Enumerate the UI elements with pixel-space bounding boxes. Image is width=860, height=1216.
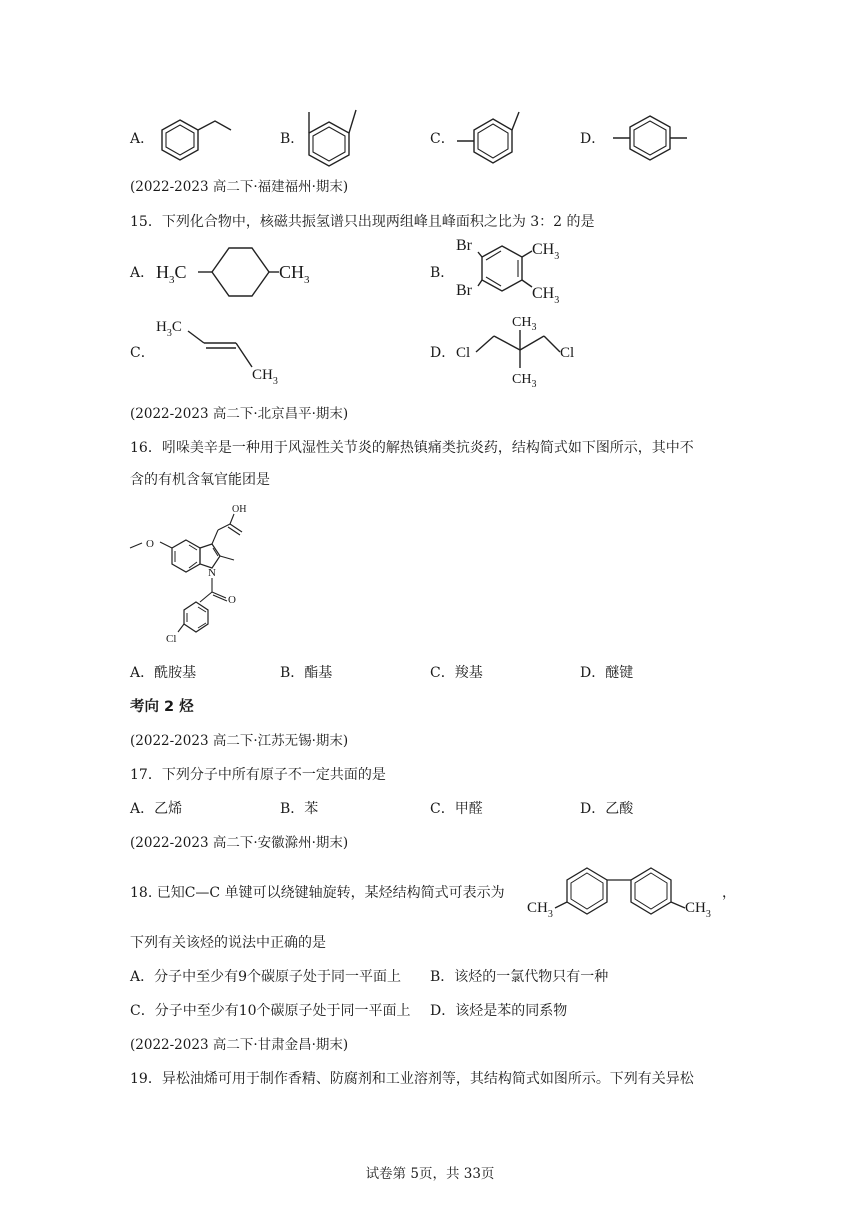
- q16-option-b: B．酯基: [280, 665, 333, 681]
- q18-option-b: B．该烃的一氯代物只有一种: [430, 969, 609, 985]
- svg-text:H3C: $H_3C$: [156, 319, 182, 339]
- q16-option-a: A．酰胺基: [130, 665, 197, 681]
- q14-option-c-structure: [453, 106, 533, 170]
- q16-option-c: C．羧基: [430, 665, 483, 681]
- svg-text:N: N: [208, 567, 216, 579]
- q15-option-d-structure: [452, 308, 592, 392]
- q15-option-c-structure: [150, 313, 300, 389]
- q17-option-c: C．甲醛: [430, 801, 483, 817]
- q15-option-b-label: B．: [430, 265, 455, 281]
- svg-text:Cl: Cl: [560, 345, 575, 361]
- svg-text:CH3: $CH_3$: [685, 900, 711, 920]
- q17-question: 17．下列分子中所有原子不一定共面的是: [130, 767, 386, 783]
- q16-question-line2: 含的有机含氧官能团是: [130, 472, 270, 488]
- q14-option-d-structure: [605, 110, 695, 166]
- q14-option-d-label: D．: [580, 131, 606, 147]
- q18-option-a: A．分子中至少有9个碳原子处于同一平面上: [130, 969, 402, 985]
- svg-text:CH3: $CH_3$: [512, 372, 537, 390]
- q16-indomethacin-structure: [128, 500, 258, 648]
- svg-text:Cl: Cl: [456, 345, 471, 361]
- q15-question: 15．下列化合物中，核磁共振氢谱只出现两组峰且峰面积之比为 3：2 的是: [130, 214, 595, 230]
- q15-option-a-structure: [152, 236, 332, 306]
- svg-text:H3C: $H_3C$: [156, 262, 187, 286]
- q18-question-prefix: 18. 已知C—C 单键可以绕键轴旋转，某烃结构简式可表示为: [130, 885, 505, 901]
- section-heading-hydrocarbon: 考向 2 烃: [130, 699, 194, 715]
- svg-text:O: O: [146, 538, 154, 550]
- q18-question-suffix: ，: [722, 885, 736, 901]
- q19-question: 19．异松油烯可用于制作香精、防腐剂和工业溶剂等，其结构简式如图所示。下列有关异松: [130, 1071, 694, 1087]
- q18-option-d: D．该烃是苯的同系物: [430, 1003, 568, 1019]
- q17-option-d: D．乙酸: [580, 801, 634, 817]
- q15-option-b-structure: [452, 232, 592, 308]
- svg-text:CH3: $CH_3$: [527, 900, 553, 920]
- q17-option-a: A．乙烯: [130, 801, 183, 817]
- svg-text:CH3: $CH_3$: [279, 262, 310, 286]
- q14-option-b-structure: [300, 100, 370, 172]
- svg-text:Br: Br: [456, 237, 472, 254]
- svg-text:CH3: $CH_3$: [532, 241, 560, 262]
- q19-source: (2022-2023 高二下·甘肃金昌·期末): [130, 1037, 349, 1053]
- q14-option-a-label: A．: [130, 131, 155, 147]
- q17-option-b: B．苯: [280, 801, 319, 817]
- svg-text:O: O: [228, 594, 236, 606]
- q16-question-line1: 16．吲哚美辛是一种用于风湿性关节炎的解热镇痛类抗炎药，结构简式如下图所示，其中不: [130, 440, 694, 456]
- q14-option-b-label: B．: [280, 131, 305, 147]
- svg-text:Cl: Cl: [166, 633, 177, 645]
- svg-text:OH: OH: [232, 504, 247, 515]
- q18-dimethylbiphenyl-structure: [525, 856, 725, 926]
- q15-source: (2022-2023 高二下·福建福州·期末): [130, 179, 349, 195]
- svg-text:CH3: $CH_3$: [512, 315, 537, 333]
- q16-source: (2022-2023 高二下·北京昌平·期末): [130, 406, 349, 422]
- q14-option-a-structure: [155, 108, 245, 168]
- svg-text:Br: Br: [456, 282, 472, 299]
- q17-source: (2022-2023 高二下·江苏无锡·期末): [130, 733, 349, 749]
- q14-option-c-label: C．: [430, 131, 455, 147]
- q15-option-c-label: C．: [130, 345, 155, 361]
- svg-text:CH3: $CH_3$: [532, 285, 560, 306]
- q18-question-line2: 下列有关该烃的说法中正确的是: [130, 935, 326, 951]
- q16-option-d: D．醚键: [580, 665, 634, 681]
- q15-option-d-label: D．: [430, 345, 456, 361]
- page-footer: 试卷第 5页，共 33页: [365, 1166, 495, 1182]
- svg-text:CH3: $CH_3$: [252, 367, 278, 387]
- q18-option-c: C．分子中至少有10个碳原子处于同一平面上: [130, 1003, 411, 1019]
- q15-option-a-label: A．: [130, 265, 155, 281]
- q18-source: (2022-2023 高二下·安徽滁州·期末): [130, 835, 349, 851]
